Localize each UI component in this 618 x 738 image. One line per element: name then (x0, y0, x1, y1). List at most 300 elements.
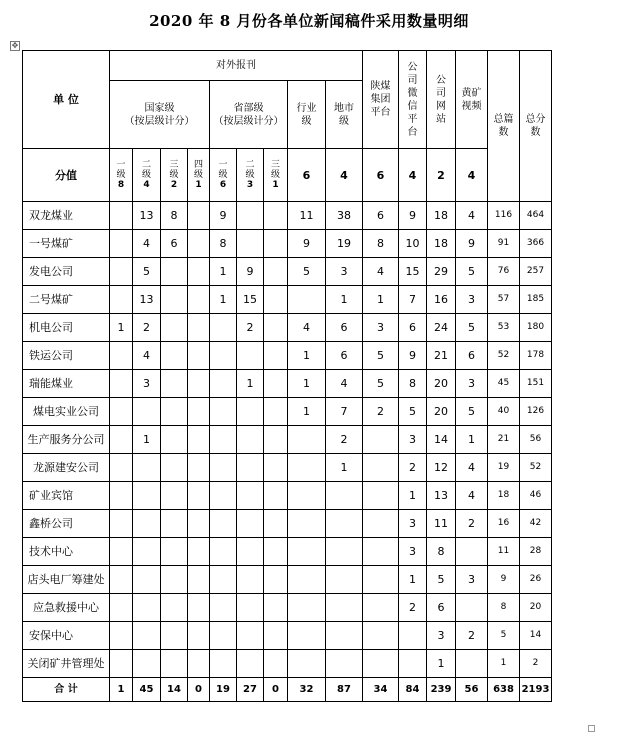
table-cell: 8 (399, 370, 427, 398)
table-cell (326, 538, 363, 566)
table-cell: 5 (456, 398, 488, 426)
table-cell (264, 482, 288, 510)
grade-score: 1 (272, 180, 279, 190)
table-cell (188, 370, 210, 398)
table-cell: 46 (520, 482, 552, 510)
table-cell (161, 482, 188, 510)
table-cell (161, 622, 188, 650)
score-group: 6 (363, 149, 399, 202)
table-cell (110, 398, 133, 426)
score-video: 4 (456, 149, 488, 202)
table-cell (237, 230, 264, 258)
table-cell (456, 538, 488, 566)
table-cell (326, 482, 363, 510)
table-cell: 180 (520, 314, 552, 342)
table-cell (210, 650, 237, 678)
unit-name: 鑫桥公司 (23, 510, 110, 538)
table-cell: 18 (427, 202, 456, 230)
unit-name: 龙源建安公司 (23, 454, 110, 482)
table-cell: 20 (427, 398, 456, 426)
table-cell: 5 (488, 622, 520, 650)
table-cell: 6 (326, 342, 363, 370)
table-cell: 1 (288, 398, 326, 426)
table-cell (188, 510, 210, 538)
table-cell (264, 370, 288, 398)
table-cell: 13 (133, 202, 161, 230)
table-cell (326, 566, 363, 594)
grade-label: 三级 (270, 160, 280, 180)
table-cell: 3 (427, 622, 456, 650)
table-cell (264, 426, 288, 454)
table-cell: 6 (161, 230, 188, 258)
table-cell: 2 (237, 314, 264, 342)
grade-cell-6 (264, 149, 288, 202)
table-cell: 9 (399, 342, 427, 370)
table-cell: 21 (427, 342, 456, 370)
table-cell (237, 594, 264, 622)
table-cell (110, 258, 133, 286)
grade-score: 2 (170, 180, 178, 190)
table-cell (237, 650, 264, 678)
table-cell (161, 594, 188, 622)
table-cell (188, 622, 210, 650)
table-cell (326, 650, 363, 678)
table-cell (288, 510, 326, 538)
table-row (23, 538, 552, 566)
table-move-handle-icon[interactable]: ✥ (11, 41, 19, 50)
table-cell: 19 (488, 454, 520, 482)
table-row (23, 398, 552, 426)
grade-label: 二级 (141, 160, 151, 180)
table-cell (110, 370, 133, 398)
total-cell: 19 (210, 678, 237, 702)
table-cell: 178 (520, 342, 552, 370)
unit-name: 技术中心 (23, 538, 110, 566)
table-cell: 45 (488, 370, 520, 398)
table-cell (363, 566, 399, 594)
unit-name: 店头电厂筹建处 (23, 566, 110, 594)
wechat-header: 公司微信平台 (399, 51, 427, 149)
table-cell: 5 (363, 370, 399, 398)
unit-name: 机电公司 (23, 314, 110, 342)
table-cell: 19 (326, 230, 363, 258)
table-cell (188, 230, 210, 258)
table-cell (133, 482, 161, 510)
unit-name: 瑞能煤业 (23, 370, 110, 398)
table-cell: 5 (427, 566, 456, 594)
grade-score: 4 (143, 180, 150, 190)
total-cell: 45 (133, 678, 161, 702)
unit-name: 应急救援中心 (23, 594, 110, 622)
table-cell (399, 650, 427, 678)
table-cell: 2 (520, 650, 552, 678)
grade-score: 1 (195, 180, 202, 190)
table-cell (237, 398, 264, 426)
table-cell: 2 (326, 426, 363, 454)
table-cell: 6 (399, 314, 427, 342)
table-cell: 3 (326, 258, 363, 286)
table-cell: 5 (456, 314, 488, 342)
table-cell (363, 538, 399, 566)
grade-label: 二级 (245, 160, 255, 180)
table-cell (210, 454, 237, 482)
score-industry: 6 (288, 149, 326, 202)
total-cell: 1 (110, 678, 133, 702)
grade-score: 6 (219, 180, 227, 190)
table-cell (237, 202, 264, 230)
table-cell (133, 566, 161, 594)
table-cell: 3 (363, 314, 399, 342)
table-row (23, 482, 552, 510)
grade-label: 一级 (218, 160, 228, 180)
table-cell (161, 342, 188, 370)
score-wechat: 4 (399, 149, 427, 202)
total-cell: 638 (488, 678, 520, 702)
table-cell: 38 (326, 202, 363, 230)
table-cell (188, 566, 210, 594)
table-cell: 11 (288, 202, 326, 230)
score-label: 分值 (23, 149, 110, 202)
total-cell: 0 (264, 678, 288, 702)
table-cell: 4 (456, 482, 488, 510)
table-cell: 15 (399, 258, 427, 286)
table-row (23, 650, 552, 678)
table-cell: 76 (488, 258, 520, 286)
grade-label: 一级 (116, 160, 126, 180)
table-resize-handle[interactable] (588, 725, 595, 732)
national-note: （按层级计分） (124, 115, 195, 127)
table-cell: 11 (427, 510, 456, 538)
unit-name: 双龙煤业 (23, 202, 110, 230)
table-cell (237, 426, 264, 454)
grade-cell-3 (188, 149, 210, 202)
external-header: 对外报刊 (110, 51, 363, 81)
table-cell: 11 (488, 538, 520, 566)
grade-score: 3 (246, 180, 254, 190)
table-cell: 2 (456, 622, 488, 650)
table-cell: 1 (326, 286, 363, 314)
table-cell: 2 (133, 314, 161, 342)
table-cell (110, 538, 133, 566)
table-row (23, 258, 552, 286)
table-cell (133, 650, 161, 678)
grade-label: 四级 (193, 160, 203, 180)
total-cell: 84 (399, 678, 427, 702)
table-cell (110, 286, 133, 314)
unit-name: 矿业宾馆 (23, 482, 110, 510)
industry-header: 行业级 (288, 81, 326, 149)
provincial-label: 省部级 (233, 102, 264, 114)
total-cell: 0 (188, 678, 210, 702)
table-cell (110, 482, 133, 510)
table-row (23, 370, 552, 398)
grade-score: 8 (117, 180, 125, 190)
table-cell: 4 (133, 230, 161, 258)
table-cell: 91 (488, 230, 520, 258)
table-cell (188, 482, 210, 510)
table-cell: 2 (456, 510, 488, 538)
table-cell (288, 426, 326, 454)
table-cell: 4 (133, 342, 161, 370)
table-cell (110, 342, 133, 370)
table-cell: 16 (488, 510, 520, 538)
table-cell (110, 650, 133, 678)
table-cell: 2 (363, 398, 399, 426)
table-cell: 3 (456, 286, 488, 314)
table-cell (110, 594, 133, 622)
table-cell: 1 (288, 370, 326, 398)
total-label: 合 计 (23, 678, 110, 702)
table-row (23, 230, 552, 258)
table-cell: 26 (520, 566, 552, 594)
table-row (23, 202, 552, 230)
table-cell (210, 538, 237, 566)
table-cell: 6 (326, 314, 363, 342)
table-cell: 4 (326, 370, 363, 398)
table-cell: 56 (520, 426, 552, 454)
table-cell (210, 398, 237, 426)
table-cell (210, 342, 237, 370)
table-cell: 151 (520, 370, 552, 398)
table-cell: 18 (427, 230, 456, 258)
unit-name: 铁运公司 (23, 342, 110, 370)
table-cell (288, 538, 326, 566)
table-cell (237, 342, 264, 370)
city-header: 地市级 (326, 81, 363, 149)
table-cell (188, 650, 210, 678)
table-cell (264, 342, 288, 370)
table-cell (288, 286, 326, 314)
unit-name: 一号煤矿 (23, 230, 110, 258)
table-cell (188, 286, 210, 314)
table-cell (161, 454, 188, 482)
table-cell (110, 566, 133, 594)
provincial-header (210, 81, 288, 149)
table-cell: 13 (133, 286, 161, 314)
table-row (23, 510, 552, 538)
table-cell (264, 622, 288, 650)
table-cell (110, 454, 133, 482)
total-cell: 87 (326, 678, 363, 702)
table-cell (363, 622, 399, 650)
table-cell (363, 650, 399, 678)
unit-name: 二号煤矿 (23, 286, 110, 314)
table-cell: 18 (488, 482, 520, 510)
table-cell (264, 650, 288, 678)
table-cell (237, 454, 264, 482)
table-cell: 4 (456, 202, 488, 230)
table-cell (210, 566, 237, 594)
table-cell (110, 230, 133, 258)
table-cell (161, 314, 188, 342)
table-cell (264, 538, 288, 566)
table-cell: 42 (520, 510, 552, 538)
table-cell: 8 (161, 202, 188, 230)
total-cell: 27 (237, 678, 264, 702)
table-cell: 13 (427, 482, 456, 510)
table-cell: 5 (288, 258, 326, 286)
national-header (110, 81, 210, 149)
table-cell: 8 (427, 538, 456, 566)
table-cell (210, 622, 237, 650)
website-header: 公司网站 (427, 51, 456, 149)
table-cell: 7 (399, 286, 427, 314)
table-row (23, 566, 552, 594)
table-cell (288, 566, 326, 594)
national-label: 国家级 (144, 102, 175, 114)
table-cell (237, 538, 264, 566)
grade-cell-2 (161, 149, 188, 202)
table-cell (288, 650, 326, 678)
table-cell: 1 (237, 370, 264, 398)
grade-cell-1 (133, 149, 161, 202)
table-cell (133, 594, 161, 622)
table-cell: 126 (520, 398, 552, 426)
table-cell (110, 426, 133, 454)
table-cell: 3 (133, 370, 161, 398)
table-cell (210, 426, 237, 454)
total-cell: 239 (427, 678, 456, 702)
total-cell: 32 (288, 678, 326, 702)
table-cell: 1 (210, 258, 237, 286)
table-cell (237, 566, 264, 594)
table-cell (210, 370, 237, 398)
table-cell: 9 (210, 202, 237, 230)
table-row (23, 314, 552, 342)
table-cell: 10 (399, 230, 427, 258)
unit-name: 安保中心 (23, 622, 110, 650)
table-cell (264, 314, 288, 342)
table-cell (161, 650, 188, 678)
table-cell: 52 (520, 454, 552, 482)
provincial-note: （按层级计分） (213, 115, 284, 127)
table-cell: 5 (456, 258, 488, 286)
total-articles-header: 总篇数 (488, 51, 520, 202)
grade-cell-5 (237, 149, 264, 202)
table-cell: 8 (488, 594, 520, 622)
table-cell: 5 (399, 398, 427, 426)
table-cell (161, 510, 188, 538)
table-cell: 6 (456, 342, 488, 370)
table-cell: 8 (363, 230, 399, 258)
table-cell (326, 510, 363, 538)
score-website: 2 (427, 149, 456, 202)
table-cell (264, 230, 288, 258)
table-cell (237, 482, 264, 510)
table-cell (363, 454, 399, 482)
table-row (23, 622, 552, 650)
table-cell: 1 (110, 314, 133, 342)
table-cell: 464 (520, 202, 552, 230)
table-cell (188, 454, 210, 482)
total-cell: 34 (363, 678, 399, 702)
news-stats-table (22, 50, 552, 702)
unit-name: 关闭矿井管理处 (23, 650, 110, 678)
table-cell (237, 622, 264, 650)
table-cell: 3 (456, 370, 488, 398)
table-cell (161, 566, 188, 594)
table-row (23, 454, 552, 482)
table-cell (288, 622, 326, 650)
table-cell: 1 (210, 286, 237, 314)
table-cell: 52 (488, 342, 520, 370)
table-cell (188, 314, 210, 342)
table-cell (188, 398, 210, 426)
table-cell: 9 (237, 258, 264, 286)
table-cell (133, 454, 161, 482)
table-cell: 8 (210, 230, 237, 258)
total-cell: 14 (161, 678, 188, 702)
table-cell: 366 (520, 230, 552, 258)
table-cell (264, 566, 288, 594)
table-cell: 1 (488, 650, 520, 678)
table-cell (264, 454, 288, 482)
table-cell (288, 594, 326, 622)
table-cell (264, 594, 288, 622)
table-cell (188, 342, 210, 370)
table-cell: 1 (363, 286, 399, 314)
table-cell: 57 (488, 286, 520, 314)
table-cell (288, 454, 326, 482)
table-row (23, 286, 552, 314)
video-header: 黄矿视频 (456, 51, 488, 149)
table-cell: 14 (427, 426, 456, 454)
table-cell: 1 (133, 426, 161, 454)
table-cell (110, 202, 133, 230)
table-cell: 5 (133, 258, 161, 286)
table-cell (161, 286, 188, 314)
table-cell (326, 622, 363, 650)
table-cell (237, 510, 264, 538)
table-cell: 116 (488, 202, 520, 230)
table-cell (161, 426, 188, 454)
table-cell: 9 (456, 230, 488, 258)
table-cell (264, 398, 288, 426)
table-cell: 12 (427, 454, 456, 482)
table-cell: 3 (399, 510, 427, 538)
table-cell: 4 (288, 314, 326, 342)
table-cell (188, 538, 210, 566)
table-cell: 1 (399, 566, 427, 594)
table-cell: 6 (363, 202, 399, 230)
table-cell (210, 594, 237, 622)
table-cell (363, 594, 399, 622)
grade-cell-0 (110, 149, 133, 202)
table-cell: 1 (288, 342, 326, 370)
table-cell (110, 510, 133, 538)
table-cell: 1 (399, 482, 427, 510)
table-cell (456, 650, 488, 678)
table-cell: 9 (488, 566, 520, 594)
table-cell: 20 (427, 370, 456, 398)
table-cell (264, 510, 288, 538)
table-cell (399, 622, 427, 650)
total-cell: 2193 (520, 678, 552, 702)
table-cell (133, 622, 161, 650)
table-cell (326, 594, 363, 622)
table-cell (161, 370, 188, 398)
table-cell: 1 (456, 426, 488, 454)
table-cell: 15 (237, 286, 264, 314)
table-cell (210, 482, 237, 510)
table-cell: 20 (520, 594, 552, 622)
table-cell (161, 398, 188, 426)
table-cell (188, 594, 210, 622)
table-cell (264, 202, 288, 230)
table-cell (210, 314, 237, 342)
table-cell (161, 538, 188, 566)
table-cell: 3 (399, 426, 427, 454)
